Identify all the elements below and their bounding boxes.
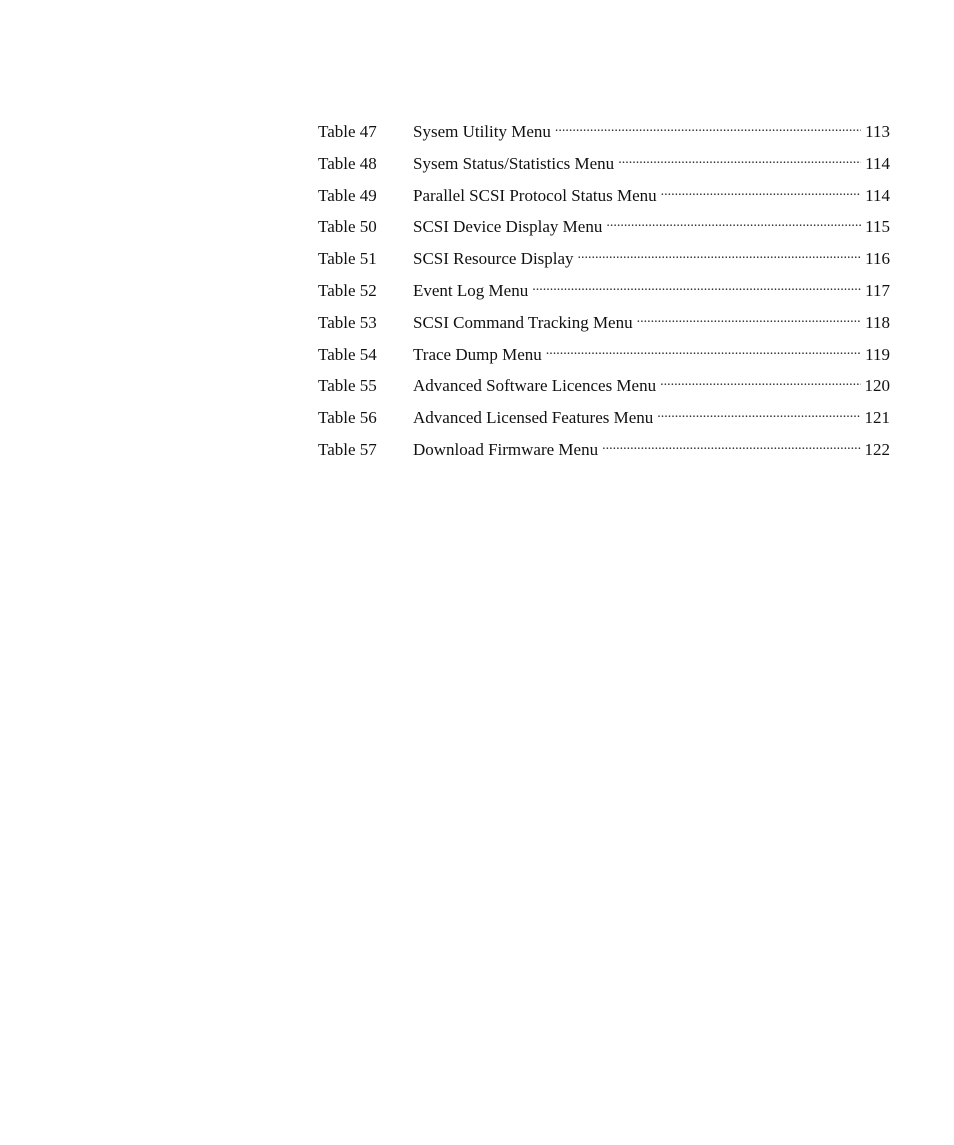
dot-leader <box>660 374 860 391</box>
page-number: 121 <box>864 408 890 428</box>
table-title: Event Log Menu <box>413 280 529 300</box>
table-number: Table 49 <box>318 185 377 205</box>
table-title: Trace Dump Menu <box>413 344 542 364</box>
toc-entry[interactable] <box>318 438 890 470</box>
dot-leader <box>661 184 861 201</box>
page-number: 118 <box>865 312 890 332</box>
toc-entry[interactable] <box>318 184 890 216</box>
dot-leader <box>618 152 861 169</box>
toc-entry[interactable] <box>318 152 890 184</box>
dot-leader <box>657 406 860 423</box>
dot-leader <box>606 215 861 232</box>
page-number: 117 <box>865 280 890 300</box>
table-number: Table 55 <box>318 376 377 396</box>
list-of-tables <box>318 120 890 470</box>
page-number: 115 <box>865 217 890 237</box>
page-number: 114 <box>865 185 890 205</box>
table-title: Download Firmware Menu <box>413 439 599 459</box>
page-number: 119 <box>865 344 890 364</box>
table-title: Parallel SCSI Protocol Status Menu <box>413 185 657 205</box>
toc-entry[interactable] <box>318 120 890 152</box>
toc-entry[interactable] <box>318 215 890 247</box>
table-number: Table 50 <box>318 217 377 237</box>
table-number: Table 56 <box>318 408 377 428</box>
dot-leader <box>532 279 861 296</box>
dot-leader <box>602 438 860 455</box>
table-title: Advanced Licensed Features Menu <box>413 408 654 428</box>
table-title: SCSI Device Display Menu <box>413 217 603 237</box>
dot-leader <box>546 343 861 360</box>
table-number: Table 57 <box>318 439 377 459</box>
table-title: Advanced Software Licences Menu <box>413 376 657 396</box>
page-number: 116 <box>865 249 890 269</box>
toc-entry[interactable] <box>318 343 890 375</box>
table-title: Sysem Utility Menu <box>413 122 551 141</box>
page-number: 122 <box>864 439 890 459</box>
table-number: Table 52 <box>318 280 377 300</box>
table-number: Table 48 <box>318 153 377 173</box>
table-number: Table 51 <box>318 249 377 269</box>
dot-leader <box>637 311 862 328</box>
table-title: Sysem Status/Statistics Menu <box>413 153 615 173</box>
toc-entry[interactable] <box>318 406 890 438</box>
table-title: SCSI Resource Display <box>413 249 574 269</box>
dot-leader <box>555 120 861 137</box>
toc-entry[interactable] <box>318 247 890 279</box>
table-number: Table 54 <box>318 344 377 364</box>
table-number: Table 47 <box>318 122 377 141</box>
table-number: Table 53 <box>318 312 377 332</box>
toc-entry[interactable] <box>318 311 890 343</box>
table-title: SCSI Command Tracking Menu <box>413 312 633 332</box>
page-number: 113 <box>865 122 890 141</box>
dot-leader <box>578 247 862 264</box>
page-number: 114 <box>865 153 890 173</box>
toc-entry[interactable] <box>318 279 890 311</box>
toc-entry[interactable] <box>318 374 890 406</box>
page-number: 120 <box>864 376 890 396</box>
